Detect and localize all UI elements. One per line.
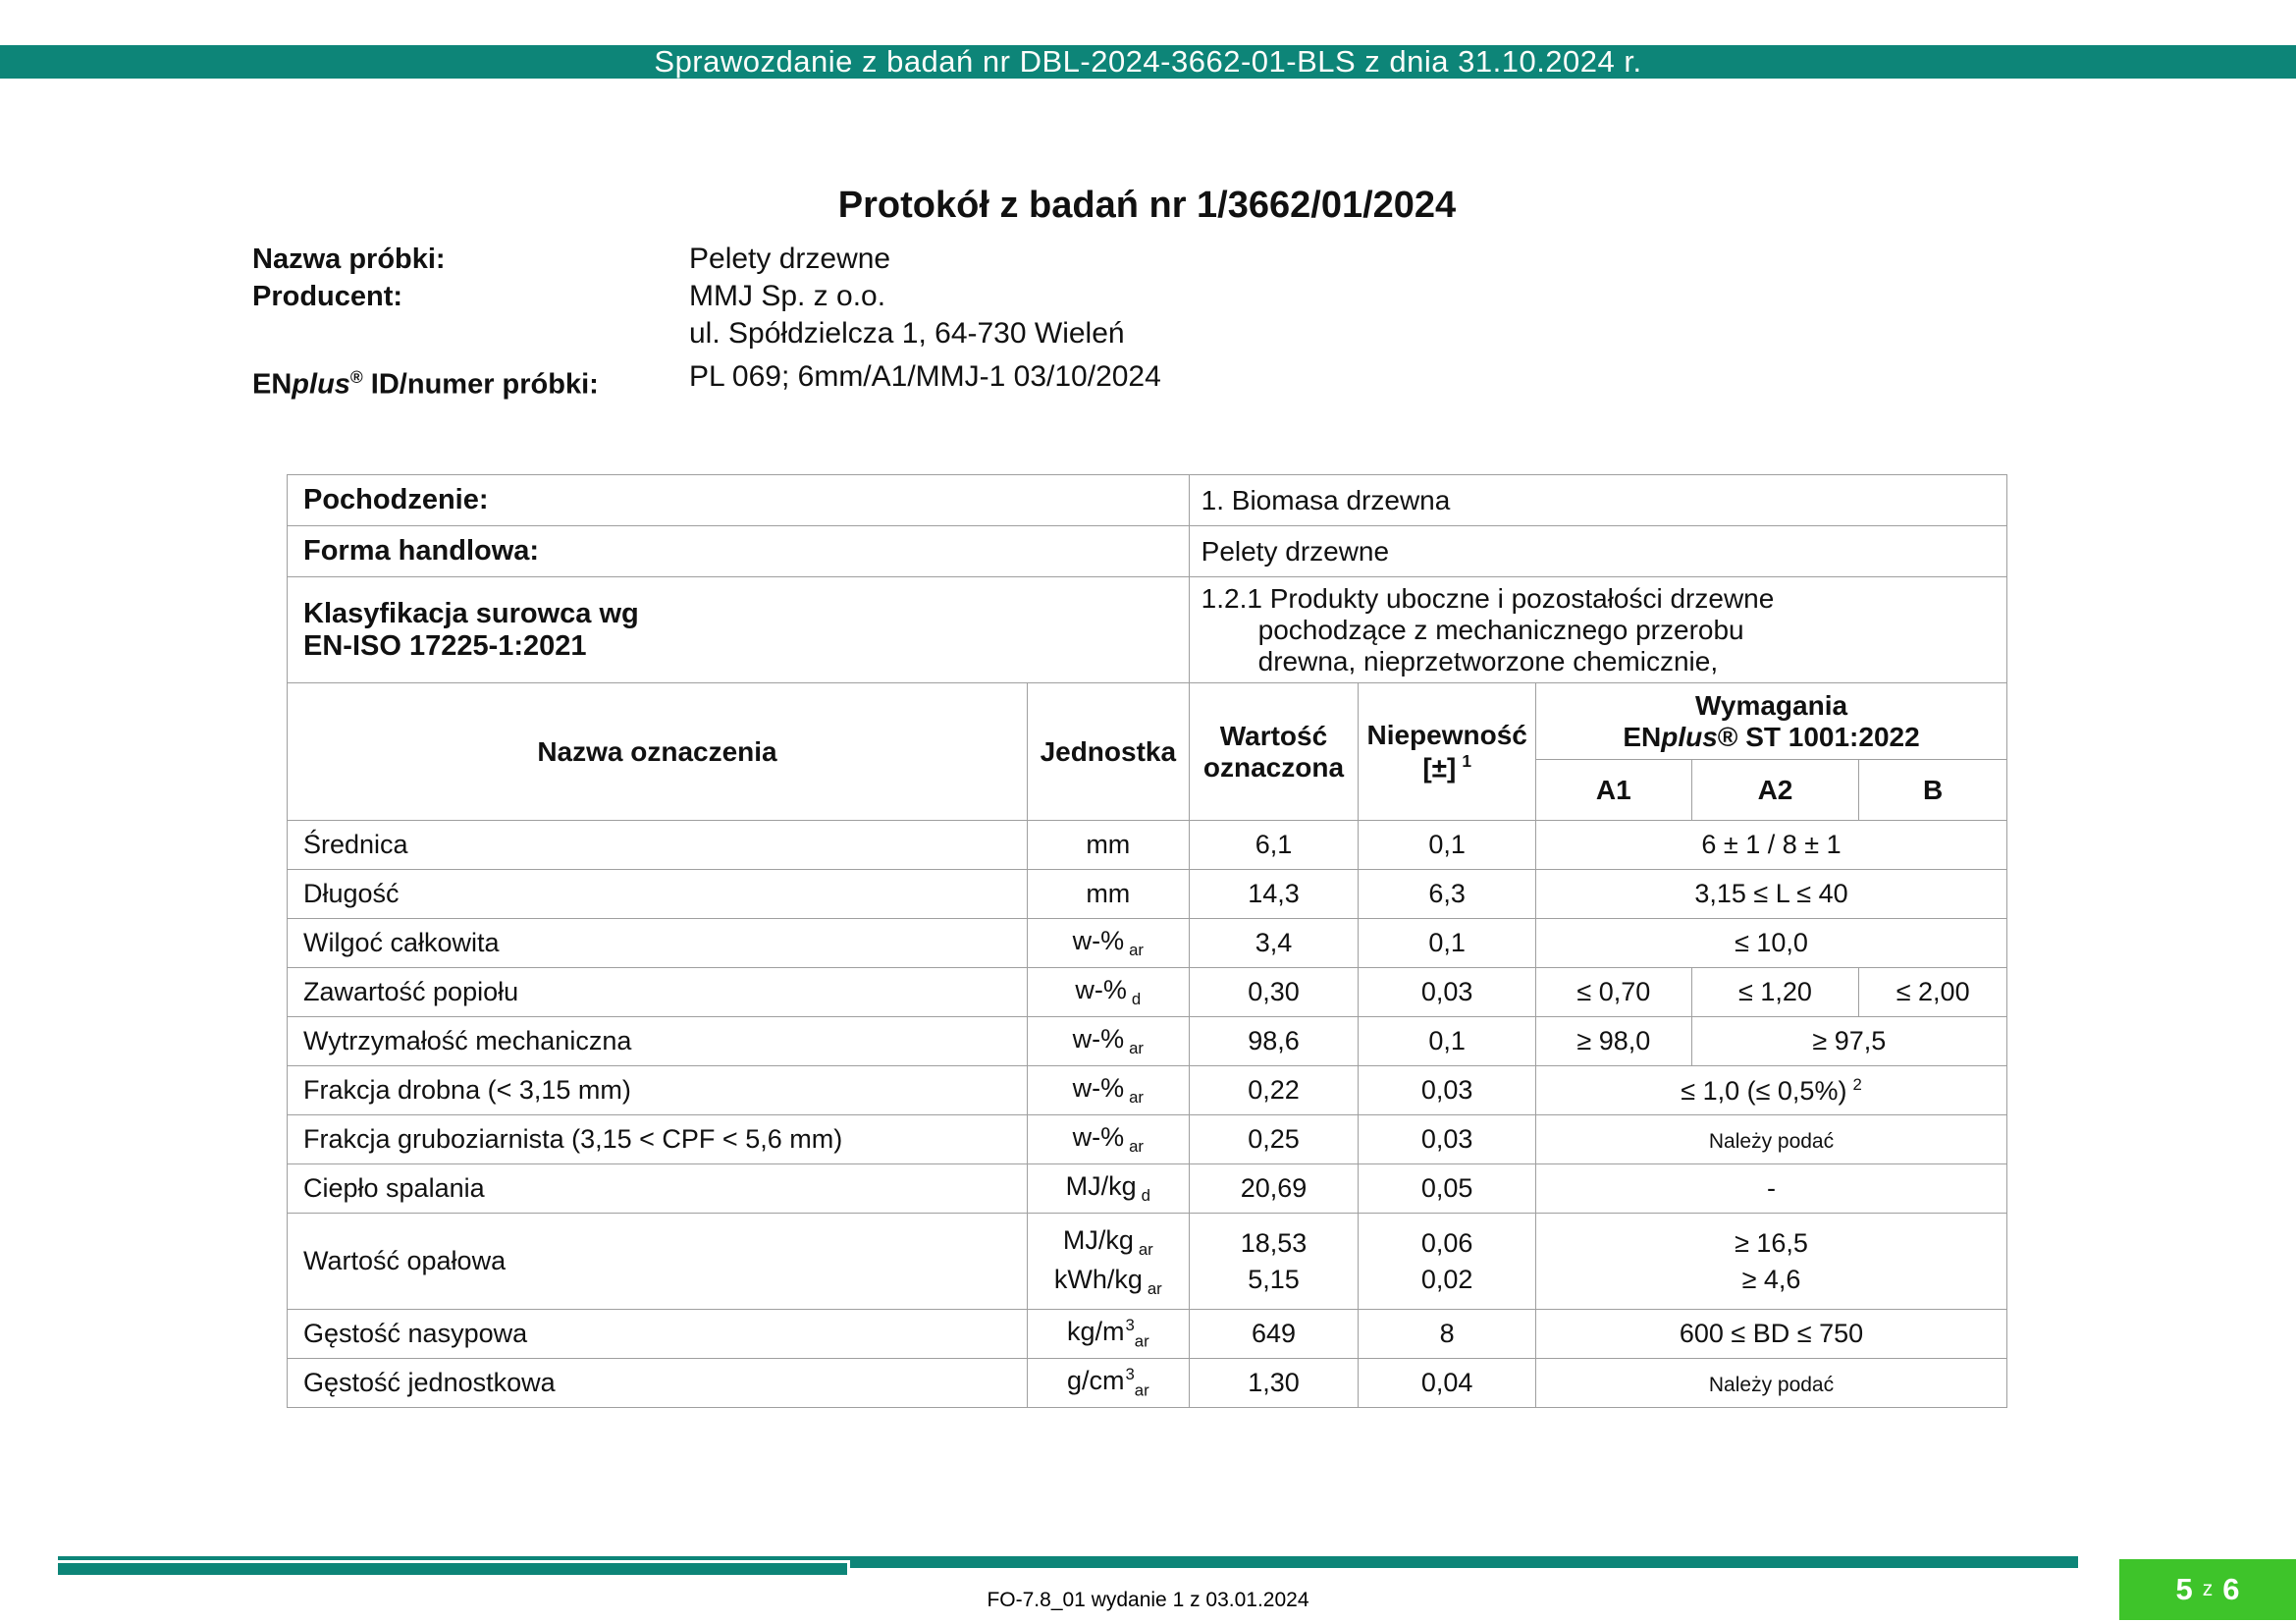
result-unit: w-% $_{ar}$ <box>1027 1017 1189 1066</box>
result-requirement-a1: ≤ 0,70 <box>1536 968 1692 1017</box>
result-value: 98,6 <box>1189 1017 1359 1066</box>
results-table <box>287 474 2007 1408</box>
table-row <box>288 577 2007 683</box>
header-unit: Jednostka <box>1027 683 1189 821</box>
result-value: 0,22 <box>1189 1066 1359 1115</box>
page-title: Protokół z badań nr 1/3662/01/2024 <box>837 185 1457 226</box>
result-requirement-b: ≤ 2,00 <box>1859 968 2007 1017</box>
result-value: 6,1 <box>1189 821 1359 870</box>
result-requirement: ≥ 16,5 ≥ 4,6 <box>1536 1214 2007 1310</box>
sample-name-value: Pelety drzewne <box>689 243 891 275</box>
result-name: Frakcja drobna (< 3,15 mm) <box>288 1066 1028 1115</box>
footer-rule-left <box>58 1563 847 1575</box>
result-requirement: 3,15 ≤ L ≤ 40 <box>1536 870 2007 919</box>
table-row <box>288 1066 2007 1115</box>
origin-value: 1. Biomasa drzewna <box>1189 475 2006 526</box>
table-row <box>288 1310 2007 1359</box>
table-row <box>288 1214 2007 1310</box>
result-unit: w-% $_{ar}$ <box>1027 919 1189 968</box>
result-unit: w-% $_{ar}$ <box>1027 1066 1189 1115</box>
result-requirement-a2: ≤ 1,20 <box>1691 968 1859 1017</box>
footnote-1-marker: 1 <box>1462 750 1471 771</box>
result-value: 14,3 <box>1189 870 1359 919</box>
result-uncertainty: 6,3 <box>1359 870 1536 919</box>
result-requirement: Należy podać <box>1536 1359 2007 1408</box>
result-value: 18,53 5,15 <box>1189 1214 1359 1310</box>
result-uncertainty: 0,03 <box>1359 1066 1536 1115</box>
page-total: 6 <box>2222 1572 2240 1606</box>
result-unit: w-% $_d$ <box>1027 968 1189 1017</box>
registered-mark: ® <box>349 367 363 387</box>
result-value: 649 <box>1189 1310 1359 1359</box>
result-unit: w-% $_{ar}$ <box>1027 1115 1189 1164</box>
report-header-banner <box>0 45 2296 79</box>
spacer <box>252 316 689 352</box>
header-requirements: Wymagania ENplus® ST 1001:2022 <box>1536 683 2007 760</box>
sample-info-block <box>252 242 1161 403</box>
result-requirement: 600 ≤ BD ≤ 750 <box>1536 1310 2007 1359</box>
header-value: Wartość oznaczona <box>1189 683 1359 821</box>
result-name: Zawartość popiołu <box>288 968 1028 1017</box>
result-unit: MJ/kg $_{ar}$ kWh/kg $_{ar}$ <box>1027 1214 1189 1310</box>
table-row <box>288 821 2007 870</box>
table-row <box>288 1359 2007 1408</box>
trade-form-label: Forma handlowa: <box>288 526 1190 577</box>
table-row <box>288 919 2007 968</box>
result-uncertainty: 0,05 <box>1359 1164 1536 1214</box>
footer-rule-right <box>850 1556 2078 1568</box>
spacer <box>252 353 1161 357</box>
classification-label: Klasyfikacja surowca wg EN-ISO 17225-1:2021 <box>288 577 1190 683</box>
result-requirement-a1: ≥ 98,0 <box>1536 1017 1692 1066</box>
result-requirement: - <box>1536 1164 2007 1214</box>
result-name: Frakcja gruboziarnista (3,15 < CPF < 5,6 mm) <box>288 1115 1028 1164</box>
result-uncertainty: 0,06 0,02 <box>1359 1214 1536 1310</box>
result-value: 20,69 <box>1189 1164 1359 1214</box>
trade-form-value: Pelety drzewne <box>1189 526 2006 577</box>
header-class-a2: A2 <box>1691 760 1859 821</box>
result-requirement-a2b: ≥ 97,5 <box>1691 1017 2006 1066</box>
result-unit: mm <box>1027 870 1189 919</box>
result-name: Średnica <box>288 821 1028 870</box>
result-value: 0,30 <box>1189 968 1359 1017</box>
result-requirement: ≤ 10,0 <box>1536 919 2007 968</box>
result-value: 3,4 <box>1189 919 1359 968</box>
result-name: Wilgoć całkowita <box>288 919 1028 968</box>
result-requirement: 6 ± 1 / 8 ± 1 <box>1536 821 2007 870</box>
result-name: Wartość opałowa <box>288 1214 1028 1310</box>
page-current: 5 <box>2175 1572 2193 1606</box>
result-uncertainty: 8 <box>1359 1310 1536 1359</box>
header-class-b: B <box>1859 760 2007 821</box>
result-name: Gęstość jednostkowa <box>288 1359 1028 1408</box>
result-name: Ciepło spalania <box>288 1164 1028 1214</box>
sample-name-label: Nazwa próbki: <box>252 243 446 275</box>
result-uncertainty: 0,03 <box>1359 1115 1536 1164</box>
result-name: Wytrzymałość mechaniczna <box>288 1017 1028 1066</box>
table-row <box>288 1017 2007 1066</box>
result-name: Długość <box>288 870 1028 919</box>
result-unit: MJ/kg $_d$ <box>1027 1164 1189 1214</box>
table-row <box>288 968 2007 1017</box>
result-requirement: Należy podać <box>1536 1115 2007 1164</box>
origin-label: Pochodzenie: <box>288 475 1190 526</box>
table-row <box>288 870 2007 919</box>
header-class-a1: A1 <box>1536 760 1692 821</box>
header-uncertainty: Niepewność [±] $^1$ <box>1359 683 1536 821</box>
header-name: Nazwa oznaczenia <box>288 683 1028 821</box>
result-name: Gęstość nasypowa <box>288 1310 1028 1359</box>
result-requirement: ≤ 1,0 (≤ 0,5%) $^2$ <box>1536 1066 2007 1115</box>
classification-value: 1.2.1 Produkty uboczne i pozostałości drzewne pochodzące z mechanicznego przerobu drewna, nieprzetworzone chemicznie, <box>1189 577 2006 683</box>
result-uncertainty: 0,04 <box>1359 1359 1536 1408</box>
result-uncertainty: 0,1 <box>1359 919 1536 968</box>
producer-value-line1: MMJ Sp. z o.o. <box>689 280 886 312</box>
result-unit: mm <box>1027 821 1189 870</box>
result-uncertainty: 0,1 <box>1359 1017 1536 1066</box>
table-row <box>288 1115 2007 1164</box>
table-header-row <box>288 683 2007 760</box>
enplus-id-label: ENplus® ID/numer próbki: <box>252 367 599 401</box>
result-unit: $kg/m^3_{ar}$ <box>1027 1310 1189 1359</box>
result-value: 0,25 <box>1189 1115 1359 1164</box>
table-row <box>288 1164 2007 1214</box>
page-separator: z <box>2202 1578 2214 1600</box>
table-row <box>288 475 2007 526</box>
footnote-2-marker: 2 <box>1852 1074 1862 1094</box>
enplus-id-value: PL 069; 6mm/A1/MMJ-1 03/10/2024 <box>689 360 1161 393</box>
footer-doc-code: FO-7.8_01 wydanie 1 z 03.01.2024 <box>987 1589 1309 1611</box>
page-number-badge <box>2119 1559 2296 1620</box>
producer-value-line2: ul. Spółdzielcza 1, 64-730 Wieleń <box>689 317 1125 350</box>
banner-text: Sprawozdanie z badań nr DBL-2024-3662-01-BLS z dnia 31.10.2024 r. <box>654 44 1642 79</box>
results-table-wrapper <box>287 474 2007 1408</box>
result-unit: $g/cm^3_{ar}$ <box>1027 1359 1189 1408</box>
result-value: 1,30 <box>1189 1359 1359 1408</box>
producer-label: Producent: <box>252 281 403 312</box>
result-uncertainty: 0,1 <box>1359 821 1536 870</box>
table-row <box>288 526 2007 577</box>
result-uncertainty: 0,03 <box>1359 968 1536 1017</box>
